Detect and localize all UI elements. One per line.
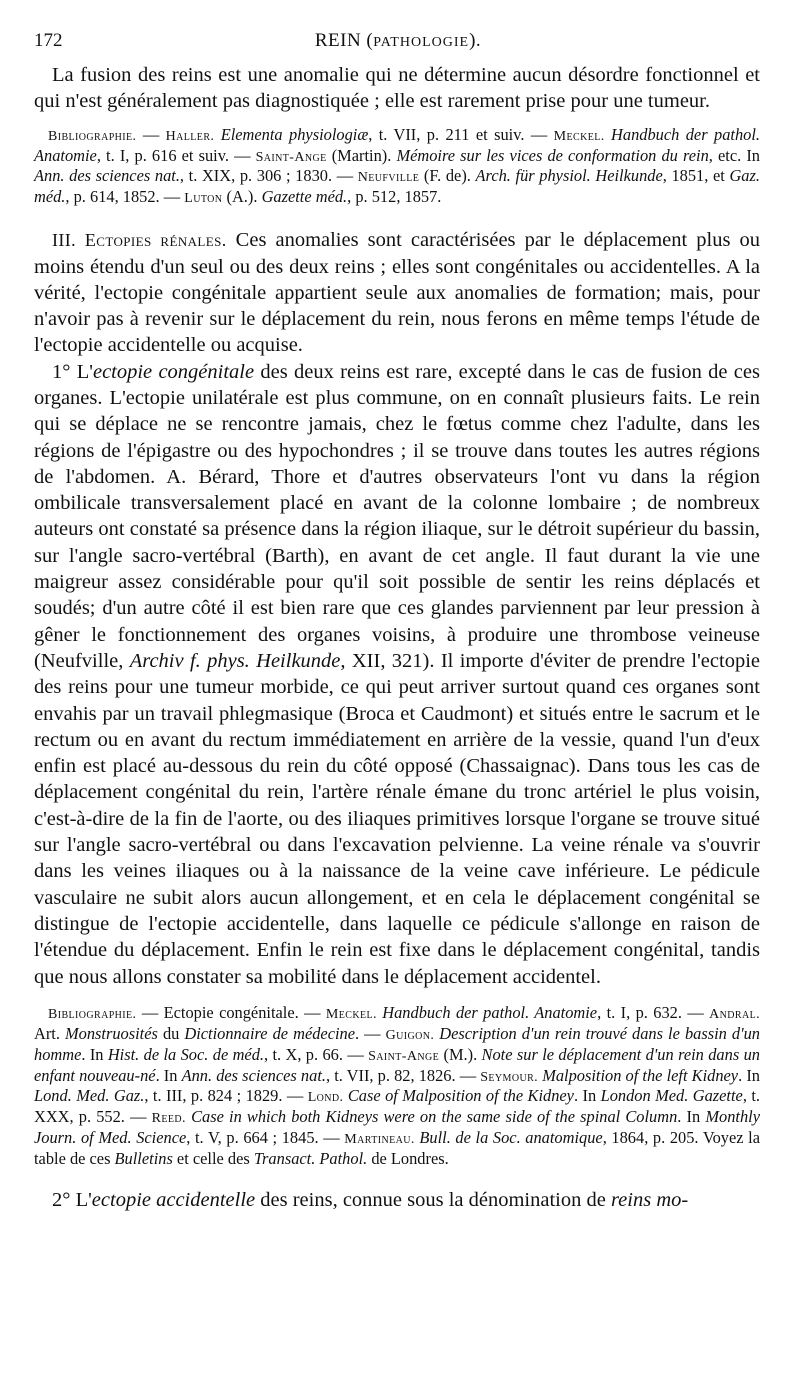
section-intro-text: Ces anomalies sont caractérisées par le déplacement plus ou moins étendu d'un seul ou des deux reins ; elles sont congénitales ou accidentelles. A la vérité, l'ectopie congénitale appartient seule aux anomalies de formation; mais, pour n'avoir pas à revenir sur le déplacement du rein, nous ferons en même temps l'étude de l'ectopie accidentelle ou acquise.	[34, 229, 760, 357]
term-reins-mobiles: reins mo-	[610, 1189, 689, 1212]
bib-text: (Martin).	[326, 145, 397, 165]
bib-title: Note sur le déplacement d'un rein dans un enfant nouveau-né	[34, 1044, 760, 1085]
bib-text: , t. X, p. 66. —	[264, 1044, 369, 1064]
bib-text: de Londres.	[367, 1149, 449, 1169]
section-heading: III. Ectopies rénales.	[52, 230, 227, 251]
bib-text: . In	[81, 1044, 108, 1064]
bib-title: Gaz. méd.	[34, 166, 760, 207]
bib-author: Luton	[184, 191, 223, 207]
running-title-end: ).	[469, 30, 482, 51]
bib-title: London Med. Gazette	[600, 1086, 743, 1106]
page-body	[34, 62, 760, 1213]
bib-text: , t. XXX, p. 552. —	[34, 1086, 760, 1127]
bib-text: , t. VII, p. 82, 1826. —	[325, 1065, 481, 1085]
running-title	[34, 30, 762, 52]
bibliography-fusion	[34, 126, 760, 210]
bib-text: (F. de).	[419, 166, 476, 186]
bib-text: , t. V, p. 664 ; 1845. —	[186, 1128, 345, 1148]
bib-text: , etc. In	[708, 145, 760, 165]
bib-title: Monthly Journ. of Med. Science	[34, 1107, 760, 1148]
bib-text: et celle des	[172, 1149, 254, 1169]
paragraph-ectopies-heading	[34, 227, 760, 358]
bib-text: —	[136, 124, 166, 144]
bib-author: Reed.	[151, 1111, 186, 1127]
bib-title: Bulletins	[114, 1149, 173, 1169]
bib-title: Gazette méd.	[261, 187, 348, 207]
bib-title: Dictionnaire de médecine	[184, 1023, 355, 1043]
bib-title: Transact. Pathol.	[253, 1149, 368, 1169]
term-ectopie-congenitale: ectopie congénitale	[92, 360, 255, 383]
paragraph-text: des reins, connue sous la dénomination de	[255, 1189, 611, 1212]
bib-text: , t. III, p. 824 ; 1829. —	[144, 1086, 308, 1106]
bib-author: Martineau.	[344, 1132, 415, 1148]
bib-author: Seymour.	[480, 1069, 539, 1085]
running-title-main: REIN (	[314, 30, 374, 51]
bib-title: Malposition of the left Kidney	[542, 1065, 739, 1085]
bib-title: Description d'un rein trouvé dans le bassin d'un homme	[34, 1023, 760, 1064]
bibliography-label: Bibliographie.	[48, 128, 137, 144]
bib-author: Meckel.	[553, 128, 605, 144]
bib-text: . In	[155, 1065, 182, 1085]
bib-text: , t. VII, p. 211 et suiv. —	[368, 124, 554, 144]
bib-text: . In	[677, 1107, 706, 1127]
bib-author: Meckel.	[325, 1006, 377, 1022]
bib-title: Handbuch der pathol. Anatomie	[382, 1002, 598, 1022]
bib-title: Mémoire sur les vices de conformation du rein	[396, 145, 709, 165]
bib-title: Monstruosités	[65, 1023, 158, 1043]
paragraph-ectopie-accidentelle	[34, 1187, 760, 1213]
citation-title: Archiv f. phys. Heilkunde	[129, 649, 341, 672]
bib-title: Lond. Med. Gaz.	[34, 1086, 145, 1106]
paragraph-fusion: La fusion des reins est une anomalie qui ne détermine aucun désordre fonctionnel et qui n'est généralement pas diagnostiquée ; elle est rarement prise pour une tumeur.	[34, 64, 760, 113]
bib-text: . In	[738, 1065, 760, 1085]
paragraph-text: , XII, 321). Il importe d'éviter de prendre l'ectopie des reins pour une tumeur morbide, ce qui peut arriver surtout quand ces organes sont envahis par un travail phlegmasique (Broca et Caudmont) et situés entre le sacrum et le rectum ou en avant du rectum immédiatement en arrière de la vessie, quand l'un d'eux enfin est placé au-dessous du rein du côté opposé (Chassaignac). Dans tous les cas de déplacement congénital du rein, l'artère rénale émane du tronc artériel le plus voisin, c'est-à-dire de la fin de l'aorte, ou des iliaques primitives lorsque l'organe se trouve situé sur l'angle sacro-vertébral ou dans l'excavation pelvienne. La veine rénale va s'ouvrir dans les veines iliaques ou à la naissance de la veine cave inférieure. Le pédicule vasculaire ne subit alors aucun allongement, et en cela le déplacement congénital se distingue de l'ectopie accidentelle, dans laquelle ce pédicule s'allonge en raison de l'étendue du déplacement. Enfin le rein est fixe dans le déplacement congénital, tandis que nous allons constater sa mobilité dans le déplacement accidentel.	[34, 649, 760, 988]
bib-title: Ann. des sciences nat.	[181, 1065, 326, 1085]
bib-text: (M.).	[439, 1044, 482, 1064]
term-ectopie-accidentelle: ectopie accidentelle	[91, 1189, 256, 1212]
bib-author: Saint-Ange	[255, 149, 327, 165]
paragraph-lead: 1° L'	[52, 360, 93, 383]
bib-title: Hist. de la Soc. de méd.	[107, 1044, 264, 1064]
bib-text: , t. I, p. 616 et suiv. —	[96, 145, 256, 165]
bib-text: — Ectopie congénitale. —	[136, 1002, 326, 1022]
bib-author: Haller.	[165, 128, 215, 144]
page-header	[34, 30, 762, 60]
bib-title: Handbuch der pathol. Anatomie	[34, 124, 760, 165]
bib-text: (A.).	[222, 187, 262, 207]
bib-text: Art.	[34, 1023, 65, 1043]
paragraph-lead: 2° L'	[52, 1189, 92, 1212]
bib-text: , t. I, p. 632. —	[597, 1002, 710, 1022]
bib-text: , t. XIX, p. 306 ; 1830. —	[179, 166, 358, 186]
bib-author: Andral.	[709, 1006, 760, 1022]
bib-text: , p. 512, 1857.	[347, 187, 442, 207]
bib-title: Arch. für physiol. Heilkunde	[475, 166, 663, 186]
bib-text: , 1851, et	[662, 166, 730, 186]
bib-title: Elementa physiologiæ	[220, 124, 369, 144]
bib-text: , 1864, p. 205. Voyez la table de ces	[34, 1128, 760, 1169]
bib-text: du	[157, 1023, 185, 1043]
bib-text: . In	[573, 1086, 601, 1106]
paragraph-text: des deux reins est rare, excepté dans le cas de fusion de ces organes. L'ectopie unilatérale est plus commune, on en connaît plusieurs faits. Le rein qui se déplace ne se rencontre jamais, chez le fœtus comme chez l'adulte, dans les régions de l'épigastre ou des hypochondres ; il se trouve dans toutes les autres régions de l'abdomen. A. Bérard, Thore et d'autres observateurs l'ont vu dans la région ombilicale transversalement placé en avant de la colonne lombaire ; de nombreux auteurs ont constaté sa présence dans la région iliaque, sur le détroit supérieur du bassin, sur l'angle sacro-vertébral (Barth), en avant de cet angle. Il faut durant la vie une maigreur assez considérable pour qu'il soit possible de sentir les reins déplacés et soudés; d'un autre côté il est bien rare que ces glandes parviennent par leur pression à gêner le fonctionnement des organes voisins, à produire une thrombose veineuse (Neufville,	[34, 360, 760, 672]
bib-title: Ann. des sciences nat.	[34, 166, 180, 186]
bib-title: Bull. de la Soc. anatomique	[419, 1128, 603, 1148]
running-title-subject: PATHOLOGIE	[373, 35, 470, 50]
bib-author: Neufville	[357, 170, 420, 186]
bibliography-ectopie	[34, 1004, 760, 1169]
paragraph-ectopie-congenitale	[34, 359, 760, 990]
page-number: 172	[34, 30, 63, 51]
bib-title: Case in which both Kidneys were on the same side of the spinal Column	[191, 1107, 678, 1127]
bib-text: , p. 614, 1852. —	[65, 187, 185, 207]
bib-author: Saint-Ange	[368, 1048, 440, 1064]
bib-title: Case of Malposition of the Kidney	[347, 1086, 574, 1106]
bibliography-label: Bibliographie.	[48, 1006, 137, 1022]
bib-author: Lond.	[307, 1090, 344, 1106]
bib-text: . —	[355, 1023, 386, 1043]
bib-author: Guigon.	[385, 1027, 435, 1043]
